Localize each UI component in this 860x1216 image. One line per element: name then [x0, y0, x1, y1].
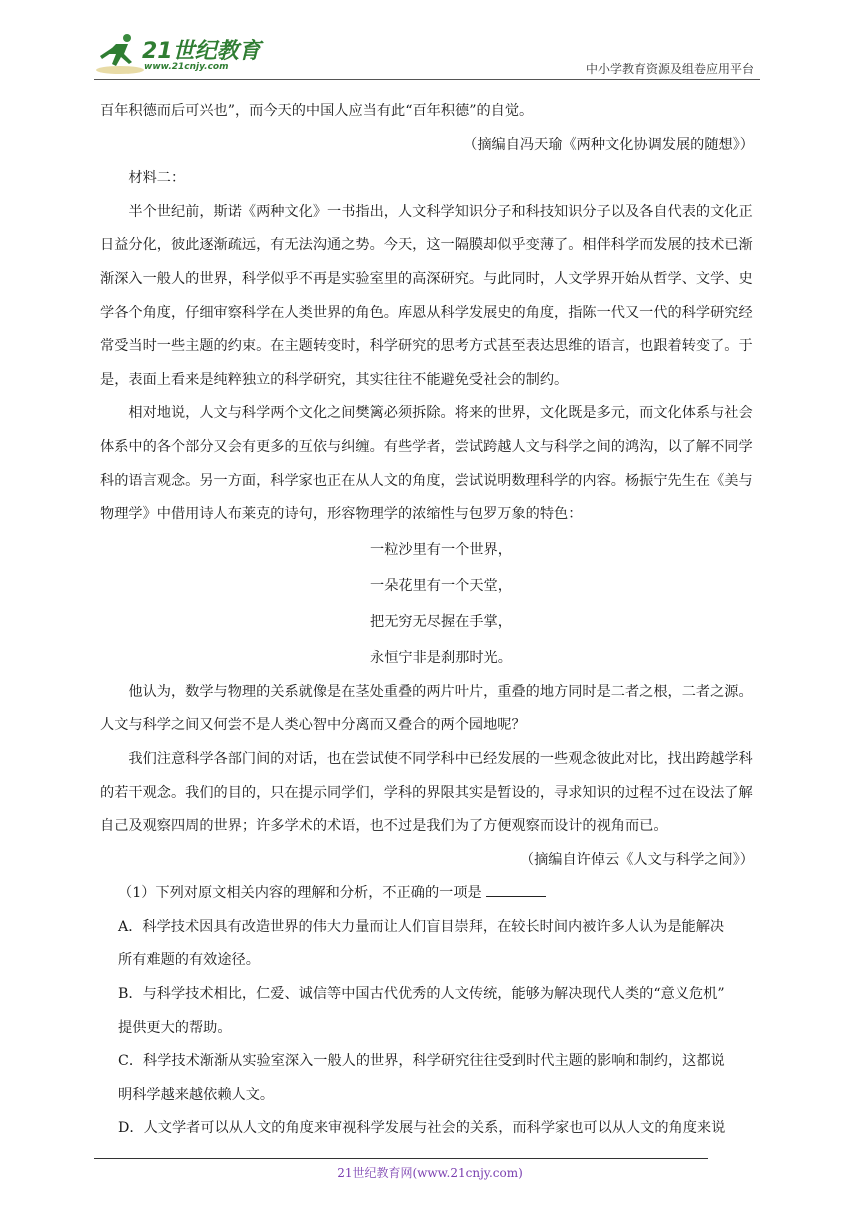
paragraph-1: 百年积德而后可兴也”，而今天的中国人应当有此“百年积德”的自觉。 [100, 103, 534, 119]
material-2-label: 材料二： [128, 170, 186, 187]
footer-divider [94, 1158, 708, 1159]
logo [94, 32, 264, 76]
option-b: B．与科学技术相比，仁爱、诚信等中国古代优秀的人文传统，能够为解决现代人类的“意义危机” [118, 986, 725, 1003]
option-b-continued: 提供更大的帮助。 [118, 1019, 232, 1036]
poem-line: 把无穷无尽握在手掌， [370, 613, 512, 630]
footer-text: 21世纪教育网(www.21cnjy.com) [337, 1166, 523, 1180]
poem-line: 一粒沙里有一个世界， [370, 541, 512, 558]
option-d: D．人文学者可以从人文的角度来审视科学发展与社会的关系，而科学家也可以从人文的角度来说 [118, 1120, 726, 1137]
option-c: C．科学技术渐渐从实验室深入一般人的世界，科学研究往往受到时代主题的影响和制约，这都说 [118, 1053, 725, 1070]
answer-blank[interactable] [486, 880, 546, 897]
poem-line: 一朵花里有一个天堂， [370, 577, 512, 594]
option-c-continued: 明科学越来越依赖人文。 [118, 1086, 275, 1103]
logo-url: www.21cnjy.com [144, 62, 229, 72]
header-divider [94, 79, 760, 80]
paragraph-3: 相对地说，人文与科学两个文化之间樊篱必须拆除。将来的世界，文化既是多元，而文化体系与社会体系中的各个部分又会有更多的互依与纠缠。有些学者，尝试跨越人文与科学之间的鸿沟，以了解不同学科的语言观念。另一方面，科学家也正在从人文的角度，尝试说明数理科学的内容。杨振宁先生在《美与物理学》中借用诗人布莱克的诗句，形容物理学的浓缩性与包罗万象的特色： [100, 405, 753, 523]
option-a: A．科学技术因具有改造世界的伟大力量而让人们盲目崇拜，在较长时间内被许多人认为是能解决 [118, 918, 725, 935]
source-citation-1: （摘编自冯天瑜《两种文化协调发展的随想》） [463, 136, 754, 153]
option-a-continued: 所有难题的有效途径。 [118, 952, 260, 969]
paragraph-4: 他认为，数学与物理的关系就像是在茎处重叠的两片叶片，重叠的地方同时是二者之根，二者之源。人文与科学之间又何尝不是人类心智中分离而又叠合的两个园地呢？ [100, 683, 753, 734]
poem-line: 永恒宁非是刹那时光。 [370, 649, 512, 666]
page-header [0, 0, 860, 80]
logo-text: 21世纪教育 [142, 39, 261, 64]
document-body [100, 95, 762, 1146]
paragraph-5: 我们注意科学各部门间的对话，也在尝试使不同学科中已经发展的一些观念彼此对比，找出跨越学科的若干观念。我们的目的，只在提示同学们，学科的界限其实是暂设的，寻求知识的过程不过在设法了解自己及观察四周的世界；许多学术的术语，也不过是我们为了方便观察而设计的视角而已。 [100, 750, 753, 835]
source-citation-2: （摘编自许倬云《人文与科学之间》） [519, 851, 754, 868]
question-text: （1）下列对原文相关内容的理解和分析，不正确的一项是 [118, 885, 482, 902]
question-1 [100, 877, 762, 911]
runner-logo-icon [94, 32, 146, 76]
poem [100, 532, 762, 676]
platform-title: 中小学教育资源及组卷应用平台 [585, 62, 754, 76]
paragraph-2: 半个世纪前，斯诺《两种文化》一书指出，人文科学知识分子和科技知识分子以及各自代表的文化正日益分化，彼此逐渐疏远，有无法沟通之势。今天，这一隔膜却似乎变薄了。相伴科学而发展的技术已渐渐深入一般人的世界，科学似乎不再是实验室里的高深研究。与此同时，人文学界开始从哲学、文学、史学各个角度，仔细审察科学在人类世界的角色。库恩从科学发展史的角度，指陈一代又一代的科学研究经常受当时一些主题的约束。在主题转变时，科学研究的思考方式甚至表达思维的语言，也跟着转变了。于是，表面上看来是纯粹独立的科学研究，其实往往不能避免受社会的制约。 [100, 203, 753, 388]
